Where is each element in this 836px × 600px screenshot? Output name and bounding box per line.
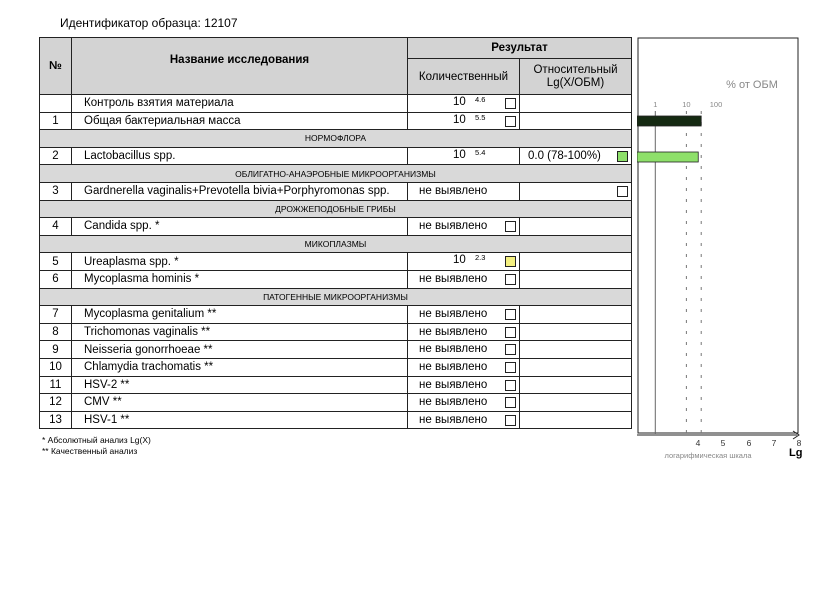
result-text: не выявлено [419, 396, 488, 409]
x-axis-label: логарифмическая шкала [664, 451, 752, 460]
section-row [40, 130, 632, 148]
quantitative-result [408, 112, 520, 130]
col-num-header: № [40, 38, 72, 95]
result-text: не выявлено [419, 343, 488, 356]
quantitative-result [408, 411, 520, 429]
test-name: Lactobacillus spp. [72, 147, 408, 165]
test-name: Общая бактериальная масса [72, 112, 408, 130]
relative-result [520, 394, 632, 412]
result-text: не выявлено [419, 272, 488, 285]
section-row [40, 200, 632, 218]
section-row [40, 288, 632, 306]
table-row [40, 182, 632, 200]
relative-result [520, 306, 632, 324]
footnotes [42, 435, 151, 457]
value-exponent: 5.4 [475, 147, 486, 157]
table-row [40, 306, 632, 324]
bar-total-bacterial-mass [637, 116, 701, 126]
relative-result [520, 253, 632, 271]
result-text: не выявлено [419, 413, 488, 426]
value-base: 10 [453, 96, 466, 108]
top-tick-label: 1 [653, 100, 658, 109]
table-row [40, 394, 632, 412]
result-text: не выявлено [419, 360, 488, 373]
row-number: 8 [40, 323, 72, 341]
test-name: Mycoplasma hominis * [72, 270, 408, 288]
table-row [40, 218, 632, 236]
test-name: Trichomonas vaginalis ** [72, 323, 408, 341]
col-quant-header: Количественный [408, 59, 520, 95]
test-name: Mycoplasma genitalium ** [72, 306, 408, 324]
quantitative-result [408, 306, 520, 324]
table-row [40, 147, 632, 165]
test-name: Gardnerella vaginalis+Prevotella bivia+Porphyromonas spp. [72, 182, 408, 200]
quantitative-result [408, 147, 520, 165]
row-number: 9 [40, 341, 72, 359]
section-title: НОРМОФЛОРА [40, 130, 632, 148]
result-checkbox [505, 309, 516, 320]
col-name-header: Название исследования [72, 38, 408, 95]
section-title: ОБЛИГАТНО-АНАЭРОБНЫЕ МИКРООРГАНИЗМЫ [40, 165, 632, 183]
quantitative-result [408, 394, 520, 412]
relative-result [520, 358, 632, 376]
test-name: Chlamydia trachomatis ** [72, 358, 408, 376]
section-row [40, 165, 632, 183]
table-row [40, 341, 632, 359]
sample-id: Идентификатор образца: 12107 [60, 16, 238, 30]
result-checkbox [505, 397, 516, 408]
result-checkbox [505, 98, 516, 109]
section-title: ДРОЖЖЕПОДОБНЫЕ ГРИБЫ [40, 200, 632, 218]
relative-result [520, 218, 632, 236]
row-number: 7 [40, 306, 72, 324]
bar-lactobacillus [637, 152, 698, 162]
table-row [40, 112, 632, 130]
test-name: Ureaplasma spp. * [72, 253, 408, 271]
row-number: 13 [40, 411, 72, 429]
result-checkbox [505, 362, 516, 373]
quantitative-result [408, 253, 520, 271]
section-title: МИКОПЛАЗМЫ [40, 235, 632, 253]
result-checkbox [505, 256, 516, 267]
row-number: 12 [40, 394, 72, 412]
results-table [39, 37, 632, 429]
quantitative-result [408, 323, 520, 341]
top-tick-label: 10 [682, 100, 691, 109]
x-tick-label: 8 [796, 438, 802, 448]
value-base: 10 [453, 113, 466, 126]
table-row [40, 323, 632, 341]
result-text: не выявлено [419, 184, 488, 197]
row-number [40, 95, 72, 113]
test-name: HSV-1 ** [72, 411, 408, 429]
quantitative-result [408, 270, 520, 288]
section-row [40, 235, 632, 253]
relative-result [520, 341, 632, 359]
value-exponent: 2.3 [475, 253, 486, 263]
log-scale-chart [637, 37, 800, 435]
col-rel-line1: Относительный [533, 63, 618, 76]
quantitative-result [408, 95, 520, 113]
x-tick-label: 5 [720, 438, 726, 448]
col-rel-line2: Lg(X/ОБМ) [546, 76, 605, 89]
row-number: 3 [40, 182, 72, 200]
row-number: 10 [40, 358, 72, 376]
quantitative-result [408, 182, 520, 200]
result-checkbox [505, 380, 516, 391]
row-number: 6 [40, 270, 72, 288]
result-checkbox [617, 151, 628, 162]
test-name: CMV ** [72, 394, 408, 412]
quantitative-result [408, 358, 520, 376]
row-number: 2 [40, 147, 72, 165]
x-tick-label: 4 [695, 438, 701, 448]
table-row [40, 253, 632, 271]
result-checkbox [505, 344, 516, 355]
table-row [40, 358, 632, 376]
relative-result [520, 112, 632, 130]
x-tick-label: 7 [771, 438, 777, 448]
relative-result [520, 323, 632, 341]
result-text: не выявлено [419, 378, 488, 391]
footnote-absolute: * Абсолютный анализ Lg(X) [42, 435, 151, 445]
relative-result [520, 270, 632, 288]
table-row [40, 376, 632, 394]
result-text: не выявлено [419, 325, 488, 338]
col-result-header: Результат [408, 38, 632, 59]
test-name: Контроль взятия материала [72, 95, 408, 113]
x-tick-label: 6 [746, 438, 752, 448]
row-number: 4 [40, 218, 72, 236]
value-base: 10 [453, 148, 466, 161]
relative-result [520, 147, 632, 165]
relative-result [520, 411, 632, 429]
footnote-qualitative: ** Качественный анализ [42, 446, 138, 456]
test-name: HSV-2 ** [72, 376, 408, 394]
table-row [40, 95, 632, 113]
value-base: 10 [453, 254, 466, 267]
quantitative-result [408, 376, 520, 394]
chart-axis-extension [637, 427, 836, 467]
relative-result [520, 95, 632, 113]
result-checkbox [505, 274, 516, 285]
result-checkbox [505, 116, 516, 127]
result-text: не выявлено [419, 308, 488, 321]
col-rel-header [520, 59, 632, 95]
quantitative-result [408, 218, 520, 236]
chart-frame [638, 38, 798, 433]
test-name: Candida spp. * [72, 218, 408, 236]
relative-result [520, 376, 632, 394]
result-checkbox [505, 221, 516, 232]
axis-unit-label: Lg [789, 447, 803, 459]
result-checkbox [505, 415, 516, 426]
section-title: ПАТОГЕННЫЕ МИКРООРГАНИЗМЫ [40, 288, 632, 306]
result-checkbox [505, 327, 516, 338]
row-number: 11 [40, 376, 72, 394]
relative-result [520, 182, 632, 200]
top-tick-label: 100 [709, 100, 723, 109]
table-row [40, 411, 632, 429]
result-text: не выявлено [419, 220, 488, 233]
relative-text: 0.0 (78-100%) [528, 149, 601, 162]
table-row [40, 270, 632, 288]
chart-title: % от ОБМ [726, 79, 778, 91]
quantitative-result [408, 341, 520, 359]
value-exponent: 4.6 [475, 95, 486, 104]
result-checkbox [617, 186, 628, 197]
test-name: Neisseria gonorrhoeae ** [72, 341, 408, 359]
value-exponent: 5.5 [475, 112, 486, 122]
row-number: 5 [40, 253, 72, 271]
row-number: 1 [40, 112, 72, 130]
